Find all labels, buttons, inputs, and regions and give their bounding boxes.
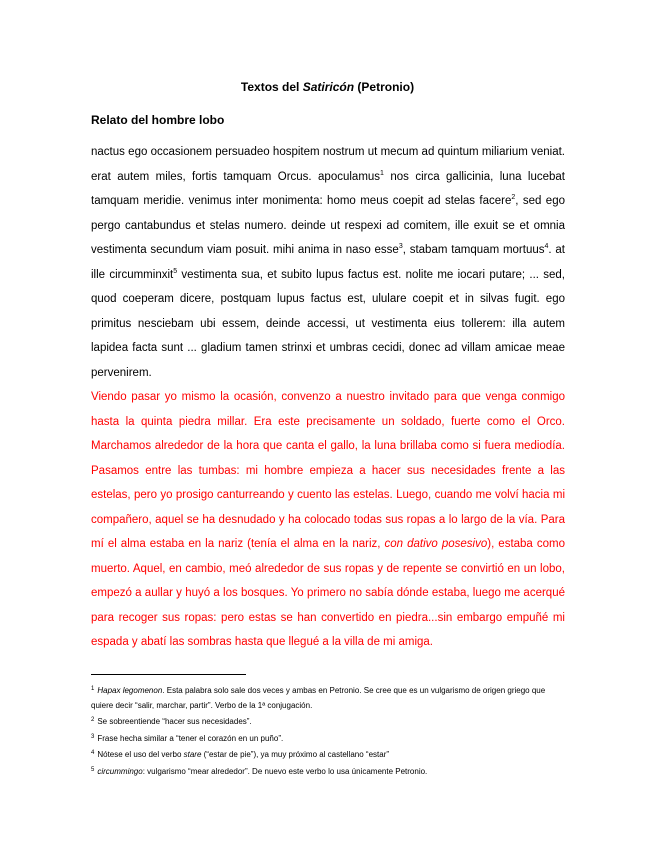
footnote-2 <box>91 713 565 730</box>
latin-text: , stabam tamquam mortuus <box>402 244 545 256</box>
section-heading: Relato del hombre lobo <box>91 113 225 127</box>
footnote-text: Frase hecha similar a “tener el corazón en un puño”. <box>97 733 284 743</box>
footnotes <box>91 682 565 780</box>
footnote-ref[interactable]: 4 <box>544 243 549 250</box>
latin-text: nos circa gallicinia, luna lucebat tamquam meridie. venimus inter monimenta: homo meus coepit ad stelas facere <box>91 170 565 207</box>
footnote-text: : vulgarismo “mear alrededor”. De nuevo este verbo lo usa únicamente Petronio. <box>142 766 428 776</box>
footnote-1 <box>91 682 565 713</box>
footnote-ref[interactable]: 3 <box>398 243 403 250</box>
footnote-ref[interactable]: 2 <box>511 194 516 201</box>
footnote-ref[interactable]: 1 <box>380 169 384 177</box>
footnote-number: 3 <box>91 733 95 740</box>
translation-text: Viendo pasar yo mismo la ocasión, convenzo a nuestro invitado para que venga conmigo hasta la quinta piedra millar. Era este precisamente un soldado, fuerte como el Orco. Marchamos alrededor de la hora que canta el gallo, la luna brillaba como si fuera mediodía. Pasamos entre las tumbas: mi hombre empieza a hacer sus necesidades frente a las estelas, pero yo prosigo canturreando y cuento las estelas. Luego, cuando me volví hacia mi compañero, aquel se ha desnudado y ha colocado todas sus ropas a lo largo de la vía. Para mí el alma estaba en la nariz (tenía el alma en la nariz, <box>91 391 565 550</box>
footnote-italic: circummingo <box>97 766 143 776</box>
translation-text: ), estaba como muerto. Aquel, en cambio, meó alrededor de sus ropas y de repente se convirtió en un lobo, empezó a aullar y huyó a los bosques. Yo primero no sabía dónde estaba, luego me acerqué para recoger sus ropas: pero estas se han convertido en piedra...sin embargo empuñé mi espada y abatí las sombras hasta que llegué a la villa de mi amiga. <box>91 538 565 648</box>
footnote-text: (“estar de pie”), ya muy próximo al castellano “estar” <box>201 750 390 760</box>
latin-text: vestimenta sua, et subito lupus factus est. nolite me iocari putare; ... sed, quod coeperam dicere, postquam lupus factus est, ululare coepit et in silvas fugit. ego primitus nesciebam ubi essem, deinde accessi, ut vestimenta eius tollerem: illa autem lapidea facta sunt ... gladium tamen strinxi et umbras cecidi, donec ad villam amicae meae pervenirem. <box>91 268 565 379</box>
footnote-divider <box>91 674 246 675</box>
footnote-4 <box>91 746 565 763</box>
footnote-number: 2 <box>91 717 95 724</box>
footnote-number: 1 <box>91 686 95 692</box>
title-prefix: Textos del <box>240 80 303 94</box>
footnote-3 <box>91 730 565 747</box>
title-suffix: (Petronio) <box>354 80 415 94</box>
footnote-5 <box>91 763 565 780</box>
footnote-ref[interactable]: 5 <box>173 267 178 275</box>
footnote-text: Se sobreentiende “hacer sus necesidades”. <box>97 717 252 727</box>
title-italic: Satiricón <box>302 80 355 94</box>
footnote-number: 5 <box>91 766 95 773</box>
latin-text: , sed ego pergo cantabundus et stelas numero. deinde ut respexi ad comitem, ille exuit se et omnia vestimenta secundum viam posuit. mihi anima in naso esse <box>91 195 565 256</box>
spanish-translation-paragraph <box>91 385 565 655</box>
footnote-italic: stare <box>183 750 202 760</box>
translation-italic: con dativo posesivo <box>384 538 488 550</box>
latin-text: nactus ego occasionem persuadeo hospitem nostrum ut mecum ad quintum miliarium veniat. erat autem miles, fortis tamquam Orcus. apoculamus <box>91 146 565 183</box>
footnote-number: 4 <box>91 750 95 757</box>
footnote-text: Nótese el uso del verbo <box>97 750 184 760</box>
latin-paragraph <box>91 140 565 385</box>
latin-text: . at ille circumminxit <box>91 244 565 281</box>
page-title <box>0 79 655 95</box>
footnote-italic: Hapax legomenon <box>97 686 163 695</box>
footnote-text: . Esta palabra solo sale dos veces y ambas en Petronio. Se cree que es un vulgarismo de origen griego que quiere decir “salir, marchar, partir”. Verbo de la 1ª conjugación. <box>91 686 546 710</box>
